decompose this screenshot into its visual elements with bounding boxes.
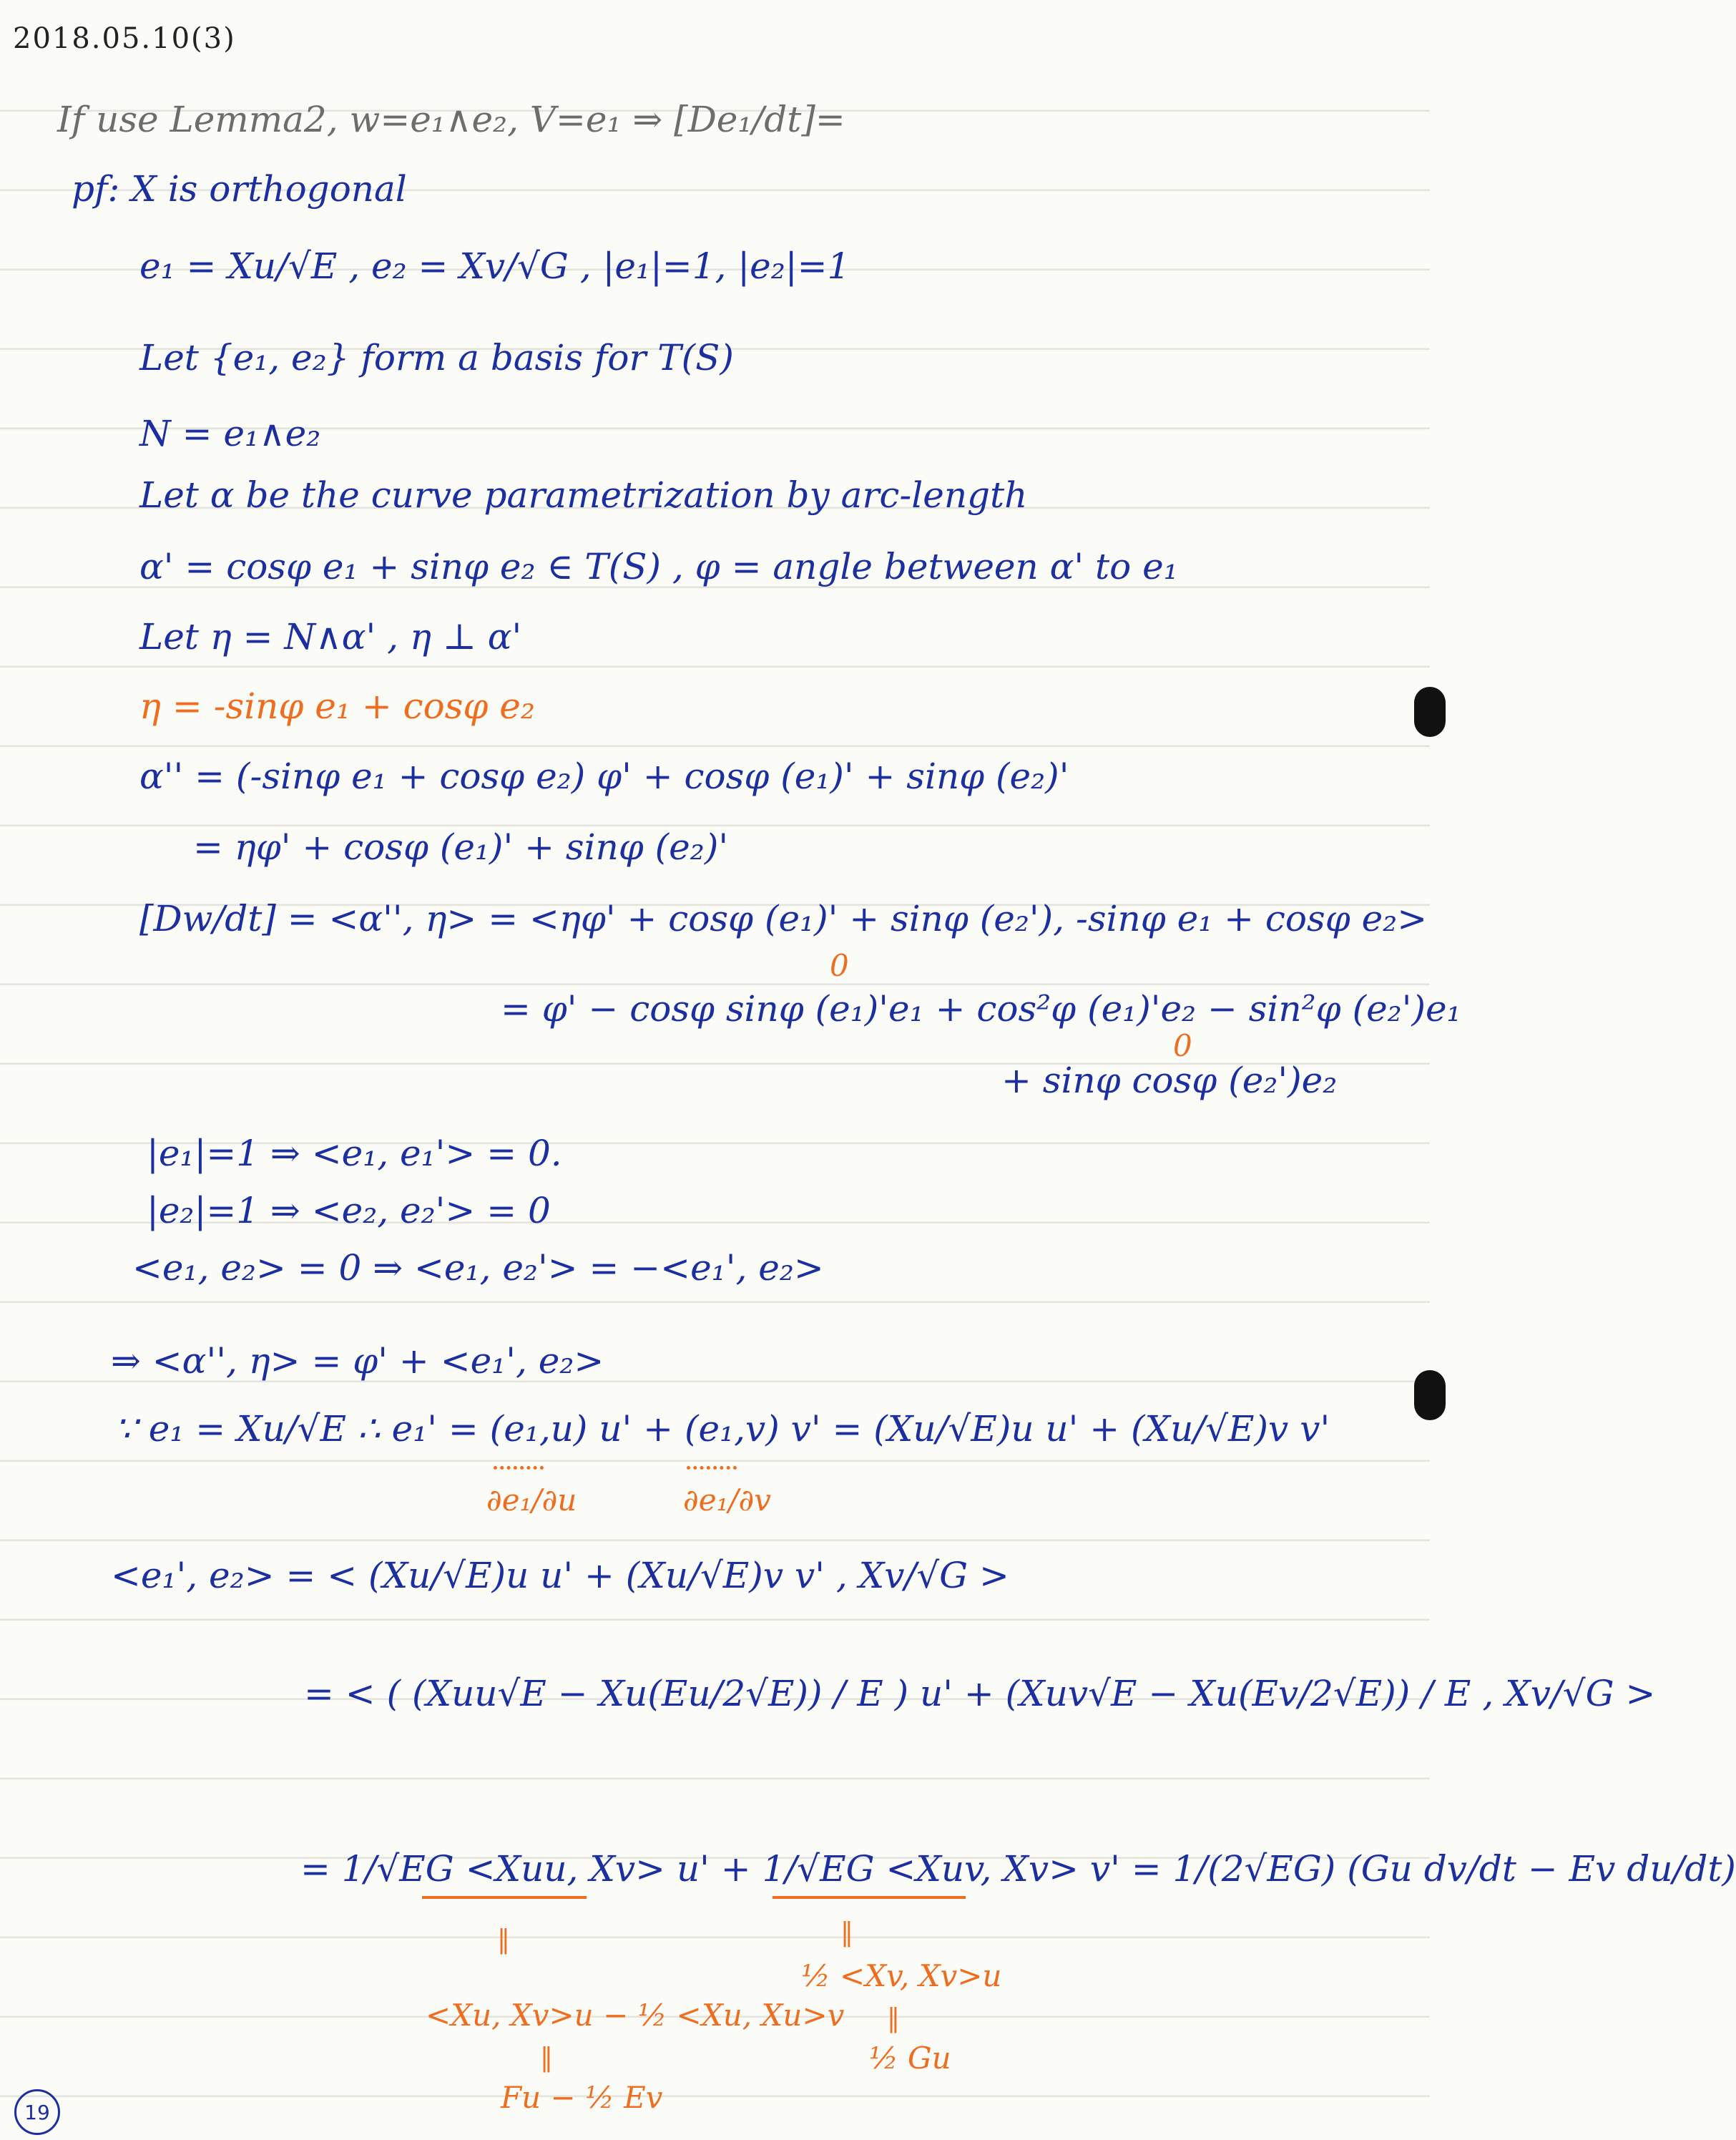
equals-mark-1: ‖ <box>497 1925 510 1955</box>
underline-right <box>773 1896 966 1899</box>
half-gu: ½ Gu <box>869 2041 951 2076</box>
basis-vectors: e₁ = Xu/√E , e₂ = Xv/√G , |e₁|=1, |e₂|=1 <box>139 245 850 287</box>
e1-derivative: ∵ e₁ = Xu/√E ∴ e₁' = (e₁,u) u' + (e₁,v) v' = (Xu/√E)u u' + (Xu/√E)v v' <box>114 1408 1330 1450</box>
date-header: 2018.05.10(3) <box>13 22 236 55</box>
orthogonality: <e₁, e₂> = 0 ⇒ <e₁, e₂'> = −<e₁', e₂> <box>132 1247 824 1289</box>
half-xv-xv: ½ <Xv, Xv>u <box>801 1958 1002 1993</box>
proof-heading: pf: X is orthogonal <box>72 168 407 210</box>
lemma-note: If use Lemma2, w=e₁∧e₂, V=e₁ ⇒ [De₁/dt]= <box>57 99 845 140</box>
page-number: 19 <box>24 2100 50 2124</box>
circled-zero-2: 0 <box>1173 1028 1192 1063</box>
alpha-double-prime-simplified: = ηφ' + cosφ (e₁)' + sinφ (e₂)' <box>193 826 729 868</box>
page-number-circle <box>14 2089 60 2135</box>
alpha-double-prime: α'' = (-sinφ e₁ + cosφ e₂) φ' + cosφ (e₁)' + sinφ (e₂)' <box>139 756 1069 797</box>
binder-hole-top <box>1414 687 1446 737</box>
partial-e1-u: ∂e₁/∂u <box>486 1482 577 1518</box>
circled-zero-1: 0 <box>830 948 849 983</box>
fu-minus-half-ev: Fu − ½ Ev <box>501 2080 663 2115</box>
underline-left <box>422 1896 587 1899</box>
equals-mark-3: ‖ <box>887 2004 900 2033</box>
final-line: = 1/√EG <Xuu, Xv> u' + 1/√EG <Xuv, Xv> v' = 1/(2√EG) (Gu dv/dt − Ev du/dt) <box>300 1848 1736 1890</box>
equals-mark-2: ‖ <box>840 1918 853 1948</box>
quotient-rule-line: = < ( (Xuu√E − Xu(Eu/2√E)) / E ) u' + (Xuv√E − Xu(Ev/2√E)) / E , Xv/√G > <box>304 1673 1656 1714</box>
result-geodesic: ⇒ <α'', η> = φ' + <e₁', e₂> <box>111 1340 604 1382</box>
expansion-line-2: + sinφ cosφ (e₂')e₂ <box>1001 1060 1338 1101</box>
inner-product-e1-e2: <e₁', e₂> = < (Xu/√E)u u' + (Xu/√E)v v' , Xv/√G > <box>111 1555 1009 1596</box>
basis-statement: Let {e₁, e₂} form a basis for T(S) <box>139 337 734 378</box>
curve-statement: Let α be the curve parametrization by arc-length <box>139 474 1028 516</box>
squiggle-v <box>687 1456 737 1470</box>
normal-vector: N = e₁∧e₂ <box>139 413 321 454</box>
alpha-prime: α' = cosφ e₁ + sinφ e₂ ∈ T(S) , φ = angle between α' to e₁ <box>139 546 1178 587</box>
partial-e1-v: ∂e₁/∂v <box>683 1482 772 1518</box>
equals-mark-4: ‖ <box>540 2043 553 2073</box>
eta-definition: Let η = N∧α' , η ⊥ α' <box>139 616 522 658</box>
unit-e2: |e₂|=1 ⇒ <e₂, e₂'> = 0 <box>147 1190 551 1231</box>
covariant-derivative: [Dw/dt] = <α'', η> = <ηφ' + cosφ (e₁)' + sinφ (e₂'), -sinφ e₁ + cosφ e₂> <box>139 898 1428 939</box>
xu-xv-expansion: <Xu, Xv>u − ½ <Xu, Xu>v <box>426 1998 845 2033</box>
expansion-line-1: = φ' − cosφ sinφ (e₁)'e₁ + cos²φ (e₁)'e₂ − sin²φ (e₂')e₁ <box>501 988 1461 1030</box>
binder-hole-bottom <box>1414 1370 1446 1420</box>
unit-e1: |e₁|=1 ⇒ <e₁, e₁'> = 0. <box>147 1133 562 1174</box>
eta-expression: η = -sinφ e₁ + cosφ e₂ <box>139 685 535 727</box>
squiggle-u <box>494 1456 544 1470</box>
